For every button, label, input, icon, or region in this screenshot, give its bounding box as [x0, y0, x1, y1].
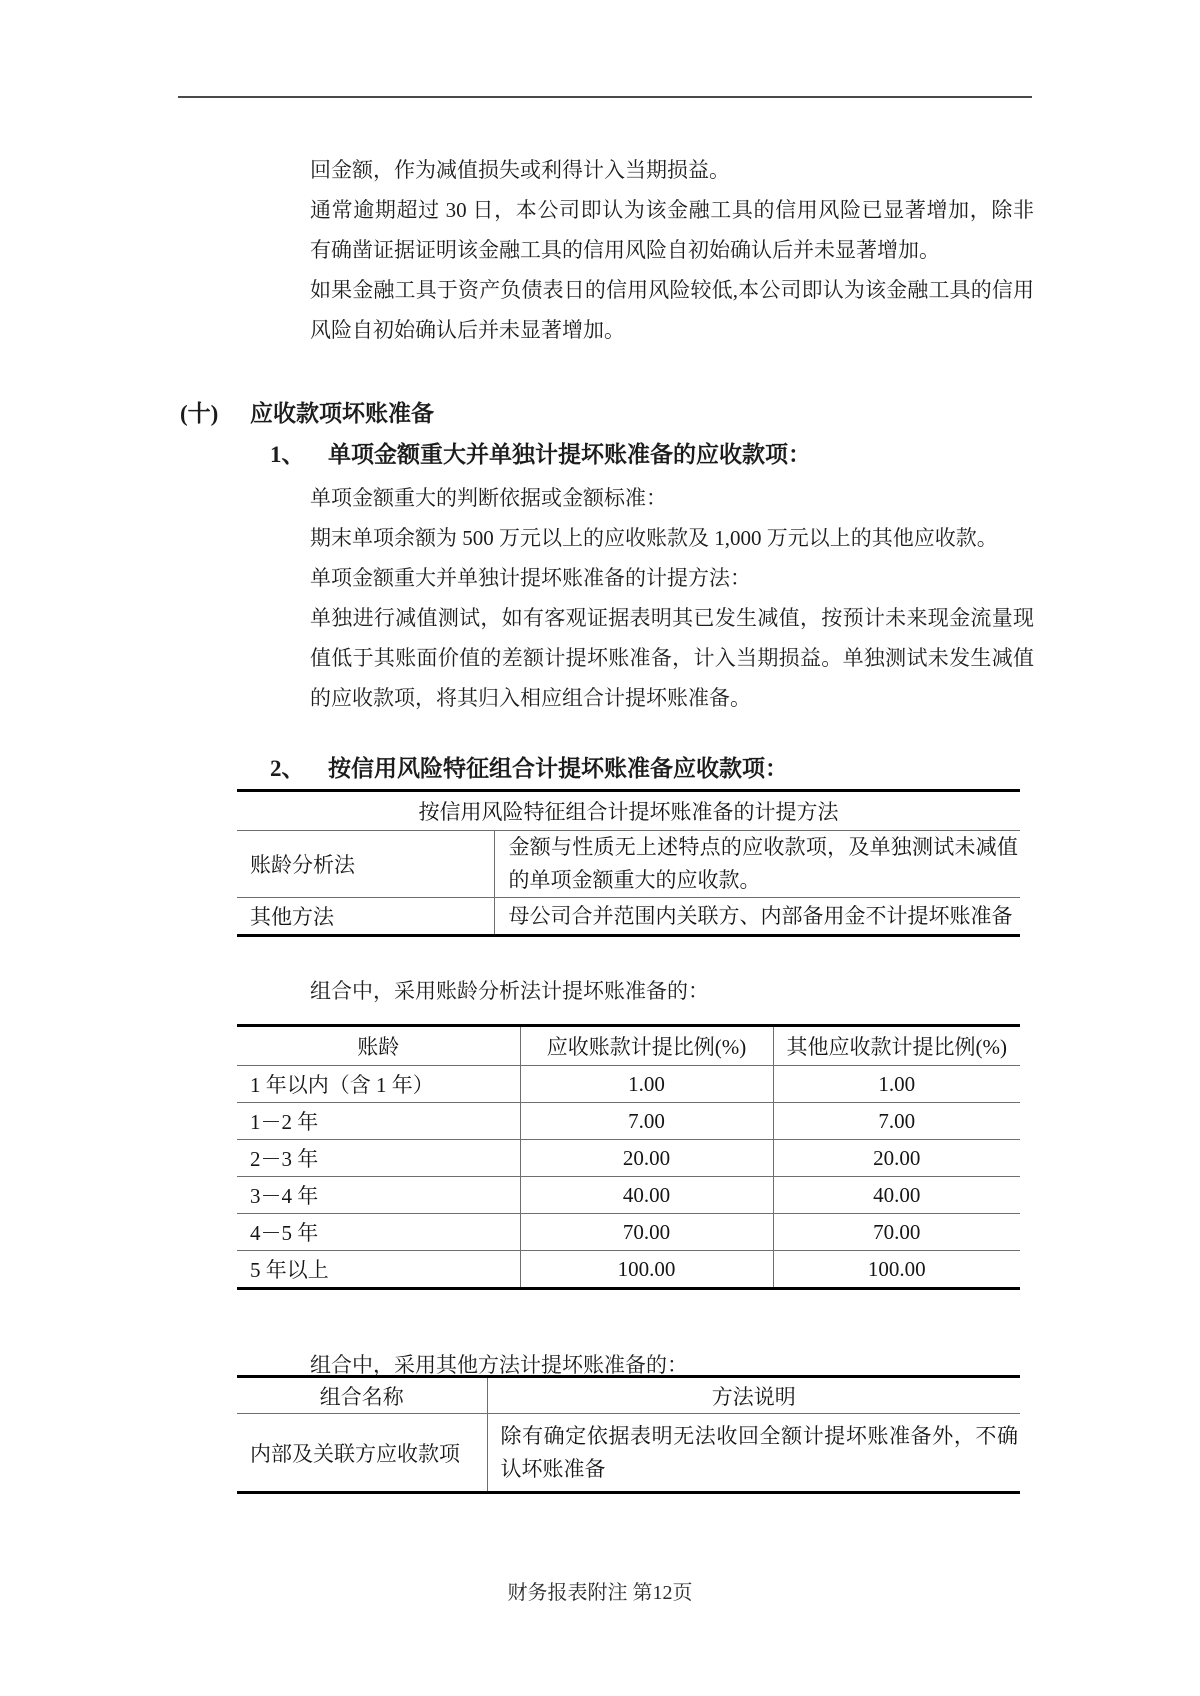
- other-desc-cell: 除有确定依据表明无法收回全额计提坏账准备外，不确认坏账准备: [487, 1414, 1020, 1493]
- intro-paragraph: 如果金融工具于资产负债表日的信用风险较低,本公司即认为该金融工具的信用风险自初始确认后并未显著增加。: [310, 278, 1034, 342]
- aging-value-cell: 1.00: [773, 1066, 1020, 1103]
- subsection-2-title: 按信用风险特征组合计提坏账准备应收款项：: [328, 756, 788, 781]
- method-table-caption-row: [237, 791, 1020, 831]
- other-header-row: [237, 1377, 1020, 1414]
- aging-value-cell: 7.00: [773, 1103, 1020, 1140]
- table-row: [237, 1066, 1020, 1103]
- subsection-1-paragraph: 单独进行减值测试，如有客观证据表明其已发生减值，按预计未来现金流量现值低于其账面价值的差额计提坏账准备，计入当期损益。单独测试未发生减值的应收款项，将其归入相应组合计提坏账准备。: [310, 606, 1034, 710]
- table-row: [237, 1414, 1020, 1493]
- page-footer: 财务报表附注 第12页: [507, 1582, 693, 1604]
- aging-label-cell: 2－3 年: [237, 1140, 520, 1177]
- subsection-1-title: 单项金额重大并单独计提坏账准备的应收款项：: [328, 442, 811, 467]
- intro-paragraphs: [310, 150, 1034, 350]
- other-table-intro: 组合中，采用其他方法计提坏账准备的：: [310, 1353, 688, 1377]
- subsection-1-number: 1、: [270, 442, 305, 467]
- table-row: [237, 831, 1020, 898]
- aging-value-cell: 100.00: [773, 1251, 1020, 1289]
- method-name-cell: 账龄分析法: [237, 831, 494, 898]
- other-method-table: [237, 1375, 1020, 1494]
- method-table-caption: 按信用风险特征组合计提坏账准备的计提方法: [237, 791, 1020, 831]
- intro-paragraph: 通常逾期超过 30 日，本公司即认为该金融工具的信用风险已显著增加，除非有确凿证据证明该金融工具的信用风险自初始确认后并未显著增加。: [310, 198, 1034, 262]
- table-row: [237, 1103, 1020, 1140]
- aging-label-cell: 3－4 年: [237, 1177, 520, 1214]
- subsection-1-paragraph: 单项金额重大并单独计提坏账准备的计提方法：: [310, 566, 751, 590]
- aging-table: [237, 1024, 1020, 1290]
- aging-value-cell: 40.00: [773, 1177, 1020, 1214]
- aging-value-cell: 100.00: [520, 1251, 773, 1289]
- table-row: [237, 1251, 1020, 1289]
- aging-value-cell: 20.00: [520, 1140, 773, 1177]
- aging-value-cell: 40.00: [520, 1177, 773, 1214]
- aging-header-cell: 其他应收款计提比例(%): [773, 1026, 1020, 1066]
- aging-value-cell: 1.00: [520, 1066, 773, 1103]
- method-name-cell: 其他方法: [250, 905, 334, 929]
- section-title: 应收款项坏账准备: [250, 401, 434, 426]
- subsection-1-body: [310, 478, 1034, 718]
- subsection-1-paragraph: 单项金额重大的判断依据或金额标准：: [310, 486, 667, 510]
- table-row: [237, 898, 1020, 936]
- aging-value-cell: 20.00: [773, 1140, 1020, 1177]
- other-header-cell: 组合名称: [237, 1377, 487, 1414]
- subsection-1-paragraph: 期末单项余额为 500 万元以上的应收账款及 1,000 万元以上的其他应收款。: [310, 526, 998, 550]
- subsection-2-number: 2、: [270, 756, 305, 781]
- aging-label-cell: 4－5 年: [237, 1214, 520, 1251]
- aging-value-cell: 70.00: [773, 1214, 1020, 1251]
- aging-header-row: [237, 1026, 1020, 1066]
- aging-table-intro: 组合中，采用账龄分析法计提坏账准备的：: [310, 979, 709, 1003]
- header-rule: [178, 96, 1032, 98]
- table-row: [237, 1177, 1020, 1214]
- aging-header-cell: 应收账款计提比例(%): [520, 1026, 773, 1066]
- intro-paragraph: 回金额，作为减值损失或利得计入当期损益。: [310, 158, 730, 182]
- method-desc-cell: 金额与性质无上述特点的应收款项，及单独测试未减值的单项金额重大的应收款。: [494, 831, 1020, 898]
- section-number: (十): [180, 401, 219, 426]
- other-name-cell: 内部及关联方应收款项: [250, 1441, 460, 1466]
- method-desc-cell: 母公司合并范围内关联方、内部备用金不计提坏账准备: [494, 898, 1020, 936]
- other-header-cell: 方法说明: [487, 1377, 1020, 1414]
- table-row: [237, 1214, 1020, 1251]
- aging-value-cell: 70.00: [520, 1214, 773, 1251]
- aging-label-cell: 1 年以内（含 1 年）: [237, 1066, 520, 1103]
- aging-label-cell: 5 年以上: [250, 1258, 329, 1282]
- table-row: [237, 1140, 1020, 1177]
- aging-label-cell: 1－2 年: [237, 1103, 520, 1140]
- method-table: [237, 789, 1020, 937]
- aging-header-cell: 账龄: [237, 1026, 520, 1066]
- aging-value-cell: 7.00: [520, 1103, 773, 1140]
